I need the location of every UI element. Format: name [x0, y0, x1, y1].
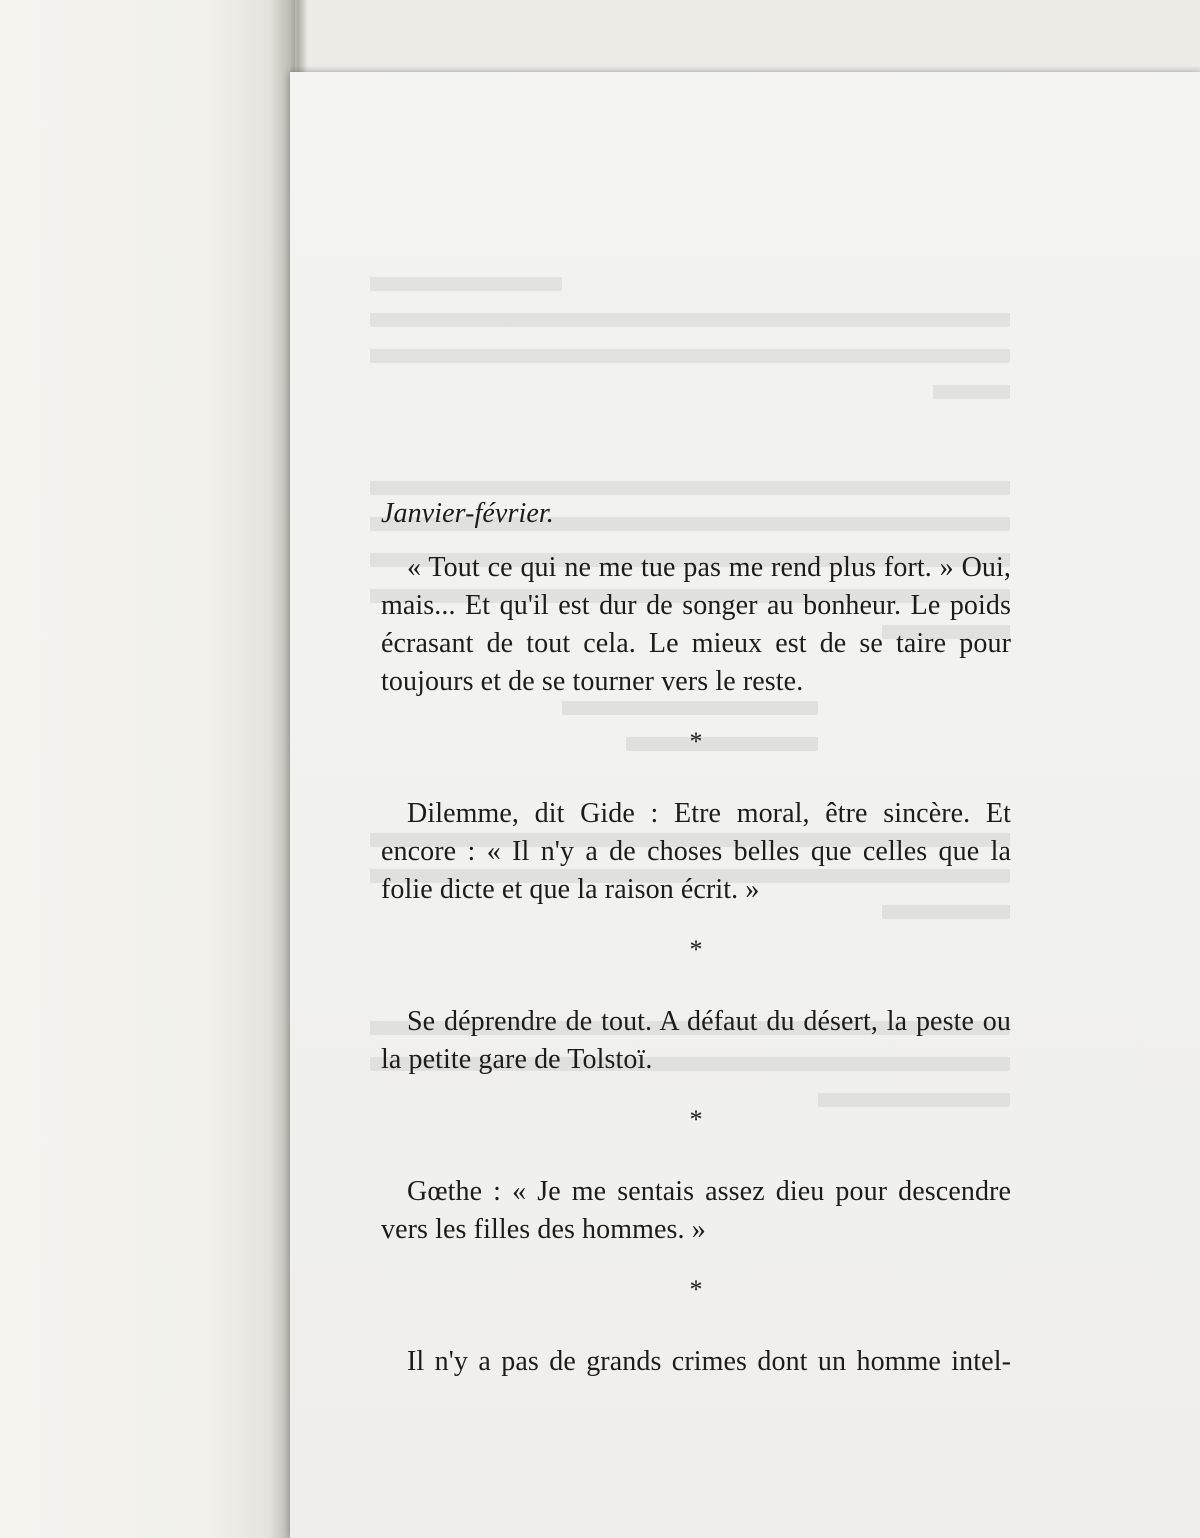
asterism-separator: *: [689, 1275, 703, 1304]
date-heading: Janvier-février.: [381, 498, 554, 529]
asterism-separator: *: [689, 1105, 703, 1134]
paragraph-3: Se déprendre de tout. A défaut du désert, la peste ou la petite gare de Tolstoï.: [381, 1006, 1011, 1075]
asterism-separator: *: [689, 727, 703, 756]
paragraph-2: Dilemme, dit Gide : Etre moral, être sincère. Et encore : « Il n'y a de choses belles que celles que la folie dicte et que la raison écrit. »: [381, 798, 1011, 905]
left-page: [0, 0, 295, 1538]
paragraph-4: Gœthe : « Je me sentais assez dieu pour descendre vers les filles des hommes. »: [381, 1176, 1011, 1245]
paragraph-1: « Tout ce qui ne me tue pas me rend plus fort. » Oui, mais... Et qu'il est dur de songer au bonheur. Le poids écrasant de tout cela. Le mieux est de se taire pour toujours et de se tourner vers le reste.: [381, 552, 1011, 697]
asterism-separator: *: [689, 935, 703, 964]
paragraph-5: Il n'y a pas de grands crimes dont un homme intel-: [407, 1346, 1011, 1377]
page-text-block: [381, 495, 1011, 1381]
